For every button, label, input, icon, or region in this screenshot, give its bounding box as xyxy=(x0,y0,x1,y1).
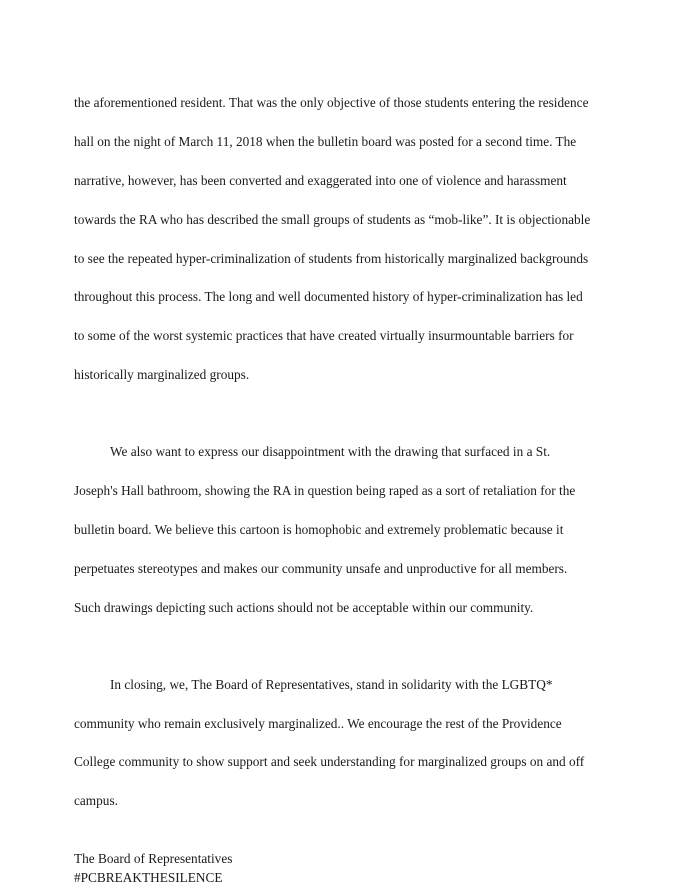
text-line: We also want to express our disappointment with the drawing that surfaced in a St. xyxy=(110,444,551,460)
signature-hashtag: #PCBREAKTHESILENCE xyxy=(74,870,223,886)
text-line: to some of the worst systemic practices that have created virtually insurmountable barriers for xyxy=(74,328,574,344)
text-line: towards the RA who has described the small groups of students as “mob-like”. It is objectionable xyxy=(74,211,591,227)
text-line: College community to show support and seek understanding for marginalized groups on and off xyxy=(74,754,585,770)
text-line: narrative, however, has been converted and exaggerated into one of violence and harassment xyxy=(74,173,567,189)
signature-block xyxy=(74,849,614,888)
paragraph-resident-narrative xyxy=(74,74,614,404)
document-body xyxy=(74,74,614,888)
text-line: to see the repeated hyper-criminalization of students from historically marginalized backgrounds xyxy=(74,250,589,266)
text-line: Such drawings depicting such actions should not be acceptable within our community. xyxy=(74,599,534,615)
paragraph-drawing-disappointment xyxy=(74,423,614,636)
text-line: historically marginalized groups. xyxy=(74,367,250,383)
text-line: campus. xyxy=(74,793,118,809)
text-line: Joseph's Hall bathroom, showing the RA in question being raped as a sort of retaliation for the xyxy=(74,483,576,499)
text-line: In closing, we, The Board of Representatives, stand in solidarity with the LGBTQ* xyxy=(110,676,553,692)
text-line: the aforementioned resident. That was the only objective of those students entering the residence xyxy=(74,95,589,111)
text-line: perpetuates stereotypes and makes our community unsafe and unproductive for all members. xyxy=(74,560,568,576)
paragraph-closing-solidarity xyxy=(74,655,614,830)
text-line: community who remain exclusively marginalized.. We encourage the rest of the Providence xyxy=(74,715,562,731)
text-line: bulletin board. We believe this cartoon is homophobic and extremely problematic because it xyxy=(74,521,564,537)
signature-name: The Board of Representatives xyxy=(74,851,233,867)
text-line: throughout this process. The long and well documented history of hyper-criminalization has led xyxy=(74,289,583,305)
text-line: hall on the night of March 11, 2018 when the bulletin board was posted for a second time. The xyxy=(74,134,577,150)
